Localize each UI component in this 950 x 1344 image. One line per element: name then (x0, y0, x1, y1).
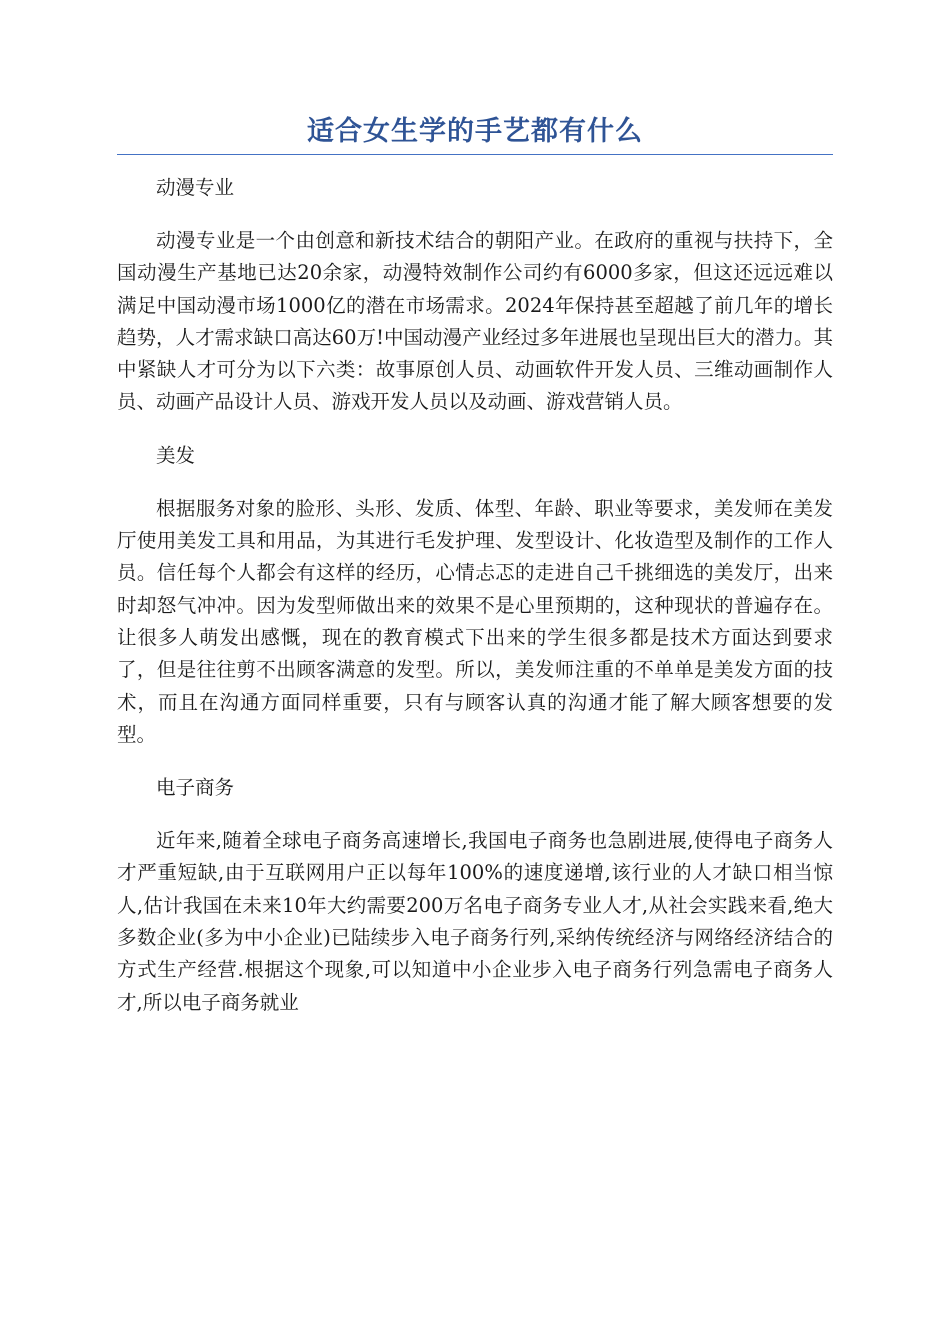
section-heading: 美发 (156, 443, 196, 467)
section-heading: 电子商务 (156, 776, 235, 800)
section-hairdressing (117, 441, 833, 751)
section-animation (117, 173, 833, 419)
document-title: 适合女生学的手艺都有什么 (307, 116, 643, 147)
section-ecommerce (117, 773, 833, 1019)
section-paragraph: 根据服务对象的脸形、头形、发质、体型、年龄、职业等要求，美发师在美发厅使用美发工具和用品，为其进行毛发护理、发型设计、化妆造型及制作的工作人员。信任每个人都会有这样的经历，心情忐忑的走进自己千挑细选的美发厅，出来时却怒气冲冲。因为发型师做出来的效果不是心里预期的，这种现状的普遍存在。让很多人萌发出感慨，现在的教育模式下出来的学生很多都是技术方面达到要求了，但是往往剪不出顾客满意的发型。所以，美发师注重的不单单是美发方面的技术，而且在沟通方面同样重要，只有与顾客认真的沟通才能了解大顾客想要的发型。 (117, 496, 833, 746)
section-heading: 动漫专业 (156, 176, 235, 199)
title-underline (117, 154, 833, 155)
section-paragraph: 近年来,随着全球电子商务高速增长,我国电子商务也急剧进展,使得电子商务人才严重短缺,由于互联网用户正以每年100%的速度递增,该行业的人才缺口相当惊人,估计我国在未来10年大约需要200万名电子商务专业人才,从社会实践来看,绝大多数企业(多为中小企业)已陆续步入电子商务行列,采纳传统经济与网络经济结合的方式生产经营.根据这个现象,可以知道中小企业步入电子商务行列急需电子商务人才,所以电子商务就业 (117, 829, 833, 1014)
document-page (117, 112, 833, 1041)
section-paragraph: 动漫专业是一个由创意和新技术结合的朝阳产业。在政府的重视与扶持下，全国动漫生产基地已达20余家，动漫特效制作公司约有6000多家，但这还远远难以满足中国动漫市场1000亿的潜在市场需求。2024年保持甚至超越了前几年的增长趋势，人才需求缺口高达60万!中国动漫产业经过多年进展也呈现出巨大的潜力。其中紧缺人才可分为以下六类：故事原创人员、动画软件开发人员、三维动画制作人员、动画产品设计人员、游戏开发人员以及动画、游戏营销人员。 (117, 229, 833, 414)
